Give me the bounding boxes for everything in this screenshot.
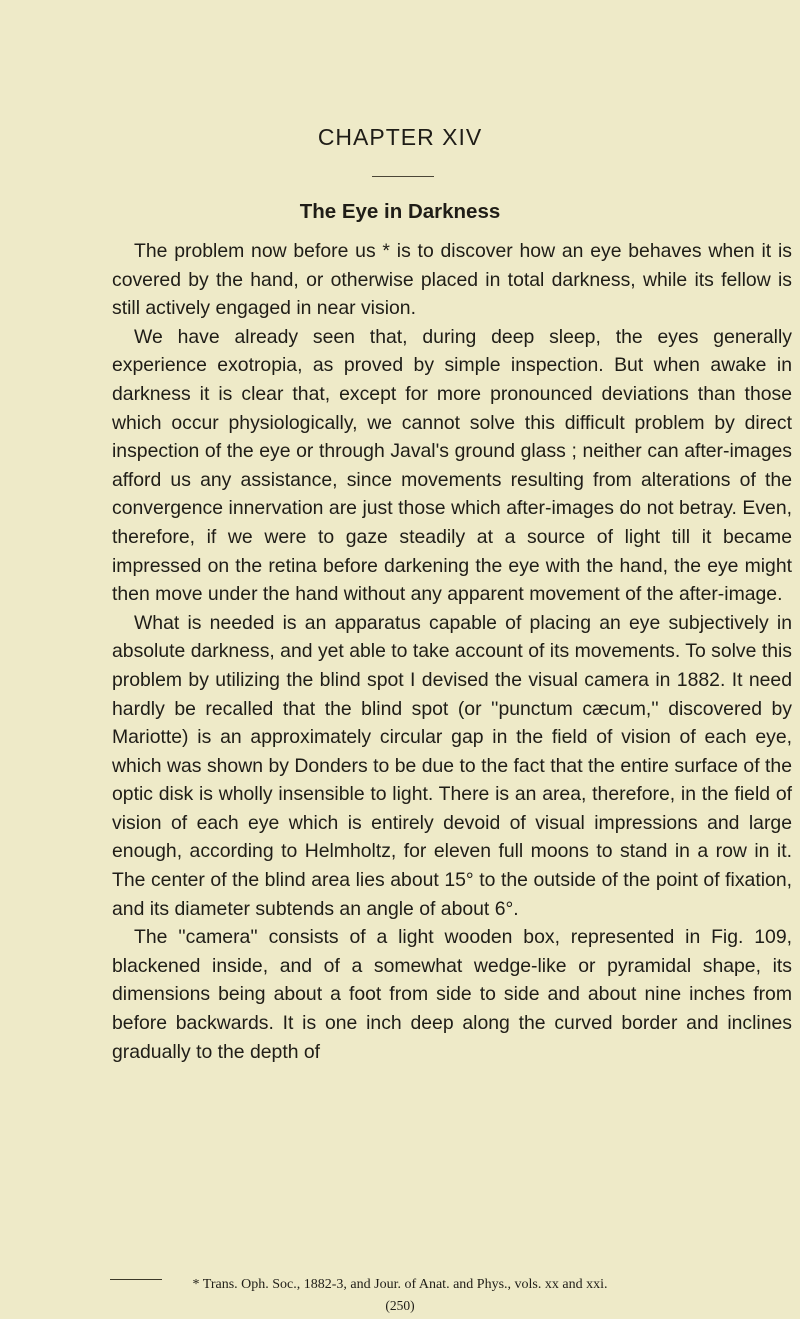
paragraph-1: The problem now before us * is to discover how an eye behaves when it is covered by the hand, or otherwise placed in total darkness, while its fellow is still actively engaged in near vision. [112, 240, 792, 320]
chapter-title: The Eye in Darkness [299, 200, 501, 223]
heading-divider [372, 176, 434, 177]
paragraph-4: The ''camera'' consists of a light wooden box, represented in Fig. 109, blackened inside, and of a somewhat wedge-like or pyramidal shape, its dimensions being about a foot from side to side and about nine inches from before backwards. It is one inch deep along the curved border and inclines gradually to the depth of [112, 926, 792, 1063]
footnote: * Trans. Oph. Soc., 1882-3, and Jour. of Anat. and Phys., vols. xx and xxi. [192, 1277, 608, 1292]
paragraph-3: What is needed is an apparatus capable of placing an eye subjectively in absolute darkness, and yet able to take account of its movements. To solve this problem by utilizing the blind spot I devised the visual camera in 1882. It need hardly be recalled that the blind spot (or ''punctum cæcum,'' discovered by Mariotte) is an approximately circular gap in the field of vision of each eye, which was shown by Donders to be due to the fact that the entire surface of the optic disk is wholly insensible to light. There is an area, therefore, in the field of vision of each eye which is entirely devoid of visual impressions and large enough, according to Helmholtz, for eleven full moons to stand in a row in it. The center of the blind area lies about 15° to the outside of the point of fixation, and its diameter subtends an angle of about 6°. [112, 611, 792, 920]
page-number: (250) [385, 1298, 415, 1313]
paragraph-2: We have already seen that, during deep sleep, the eyes generally experience exotropia, as proved by simple inspection. But when awake in darkness it is clear that, except for more pronounced deviations than those which occur physiologically, we cannot solve this difficult problem by direct inspection of the eye or through Javal's ground glass ; neither can after-images afford us any assistance, since movements resulting from alterations of the convergence innervation are just those which after-images do not betray. Even, therefore, if we were to gaze steadily at a source of light till it became impressed on the retina before darkening the eye with the hand, the eye might then move under the hand without any apparent movement of the after-image. [112, 325, 792, 606]
body-text [112, 237, 792, 1066]
chapter-heading: CHAPTER XIV [317, 124, 483, 150]
